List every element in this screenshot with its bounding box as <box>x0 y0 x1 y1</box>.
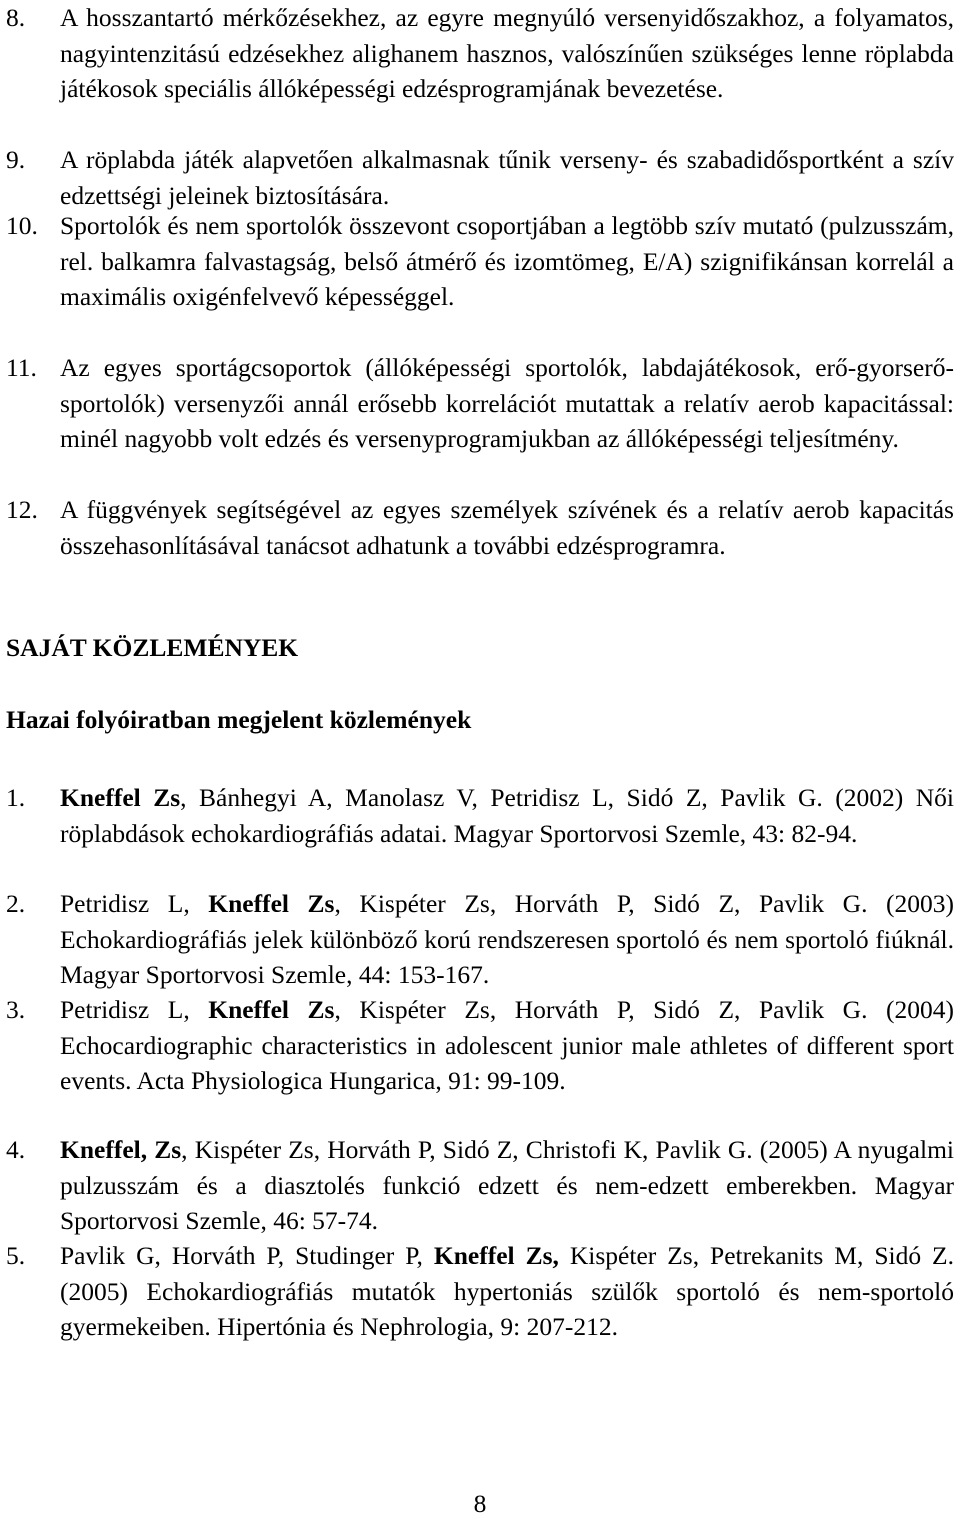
publication-item <box>6 886 954 993</box>
conclusion-item <box>6 350 954 457</box>
conclusion-item <box>6 142 954 213</box>
item-text: A röplabda játék alapvetően alkalmasnak tűnik verseny- és szabadidősportként a szív edzettségi jeleinek biztosítására. <box>60 145 954 210</box>
publication-text <box>60 780 954 851</box>
citation-rest: , Kispéter Zs, Horváth P, Sidó Z, Christofi K, Pavlik G. (2005) A nyugalmi pulzusszám és a diasztolés funkció edzett és nem-edzett emberekben. Magyar Sportorvosi Szemle, 46: 57-74. <box>60 1135 954 1235</box>
highlighted-author: Kneffel, Zs <box>60 1135 182 1164</box>
item-number: 11. <box>6 353 37 382</box>
item-number: 12. <box>6 495 38 524</box>
item-number: 5. <box>6 1241 26 1270</box>
item-number: 9. <box>6 145 26 174</box>
highlighted-author: Kneffel Zs <box>60 783 181 812</box>
authors-before: Petridisz L, <box>60 889 209 918</box>
publication-text <box>60 1132 954 1239</box>
citation-rest: Kispéter Zs, Petrekanits M, Sidó Z. (2005) Echokardiográfiás mutatók hypertoniás szülők sportoló és nem-sportoló gyermekeiben. Hipertónia és Nephrologia, 9: 207-212. <box>60 1241 954 1341</box>
publication-text <box>60 992 954 1099</box>
publication-text <box>60 886 954 993</box>
item-text: Az egyes sportágcsoportok (állóképességi sportolók, labdajátékosok, erő-gyorserő-sportolók) versenyzői annál erősebb korrelációt mutattak a relatív aerob kapacitással: minél nagyobb volt edzés és versenyprogramjukban az állóképességi teljesítmény. <box>60 353 954 453</box>
item-text: Sportolók és nem sportolók összevont csoportjában a legtöbb szív mutató (pulzusszám, rel. balkamra falvastagság, belső átmérő és izomtömeg, E/A) szignifikánsan korrelál a maximális oxigénfelvevő képességgel. <box>60 211 954 311</box>
highlighted-author: Kneffel Zs <box>208 889 335 918</box>
highlighted-author: Kneffel Zs, <box>433 1241 559 1270</box>
conclusion-item <box>6 492 954 563</box>
page-number: 8 <box>473 1489 487 1518</box>
publication-item <box>6 1132 954 1239</box>
item-text: A hosszantartó mérkőzésekhez, az egyre megnyúló versenyidőszakhoz, a folyamatos, nagyintenzitású edzésekhez alighanem hasznos, valószínűen szükséges lenne röplabda játékosok speciális állóképességi edzésprogramjának bevezetése. <box>60 3 954 103</box>
subsection-title: Hazai folyóiratban megjelent közlemények <box>6 705 472 734</box>
item-number: 2. <box>6 889 26 918</box>
publication-text <box>60 1238 954 1345</box>
publication-item <box>6 780 954 851</box>
item-text: A függvények segítségével az egyes személyek szívének és a relatív aerob kapacitás összehasonlításával tanácsot adhatunk a további edzésprogramra. <box>60 495 954 560</box>
publication-item <box>6 992 954 1099</box>
item-number: 8. <box>6 3 26 32</box>
citation-rest: , Bánhegyi A, Manolasz V, Petridisz L, Sidó Z, Pavlik G. (2002) Női röplabdások echokardiográfiás adatai. Magyar Sportorvosi Szemle, 43: 82-94. <box>60 783 954 848</box>
citation-rest: , Kispéter Zs, Horváth P, Sidó Z, Pavlik G. (2003) Echokardiográfiás jelek különböző korú rendszeresen sportoló és nem sportoló fiúknál. Magyar Sportorvosi Szemle, 44: 153-167. <box>60 889 954 989</box>
highlighted-author: Kneffel Zs <box>208 995 335 1024</box>
citation-rest: , Kispéter Zs, Horváth P, Sidó Z, Pavlik G. (2004) Echocardiographic characteristics in adolescent junior male athletes of different sport events. Acta Physiologica Hungarica, 91: 99-109. <box>60 995 954 1095</box>
item-number: 10. <box>6 211 38 240</box>
publication-item <box>6 1238 954 1345</box>
section-title: SAJÁT KÖZLEMÉNYEK <box>6 633 299 662</box>
conclusion-item <box>6 208 954 315</box>
authors-before: Petridisz L, <box>60 995 209 1024</box>
item-number: 1. <box>6 783 26 812</box>
authors-before: Pavlik G, Horváth P, Studinger P, <box>60 1241 434 1270</box>
item-number: 3. <box>6 995 26 1024</box>
conclusion-item <box>6 0 954 107</box>
item-number: 4. <box>6 1135 26 1164</box>
